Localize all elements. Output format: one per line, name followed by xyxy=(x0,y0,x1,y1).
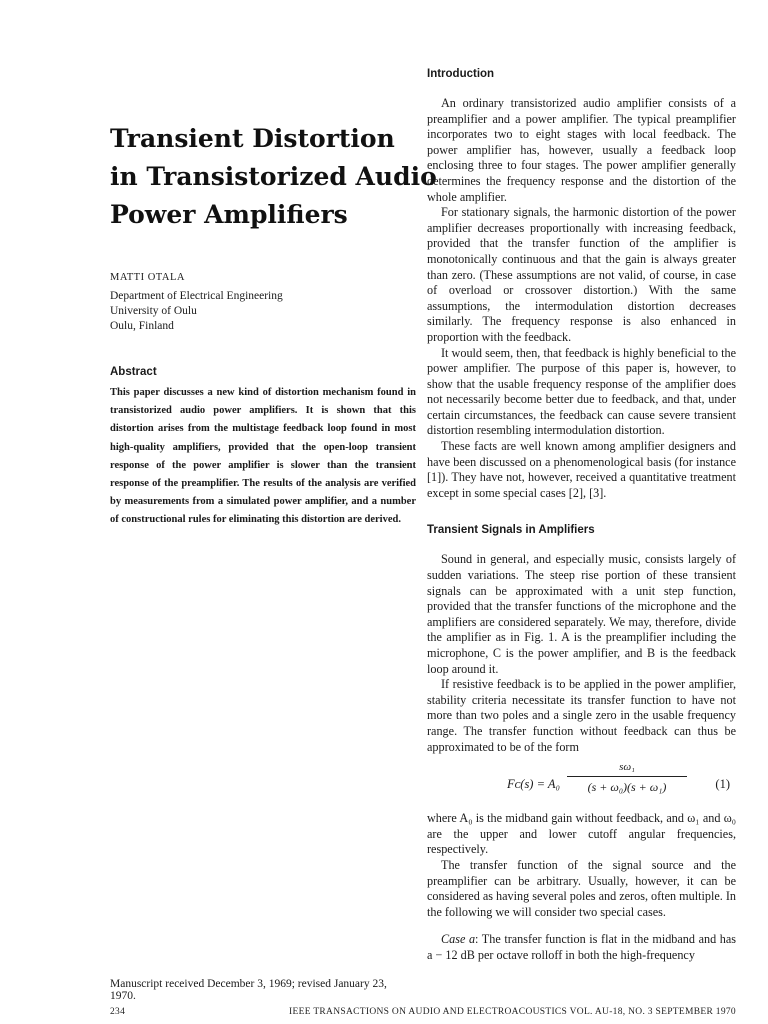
case-a-paragraph xyxy=(427,932,736,963)
abstract-heading: Abstract xyxy=(110,366,157,378)
author-name: MATTI OTALA xyxy=(110,272,185,283)
abstract-text: This paper discusses a new kind of distortion mechanism found in transistorized audio power amplifiers. It is shown that this distortion arises from the multistage feedback loop found in most high-quality amplifiers, provided that the open-loop transient response of the power amplifier is slower than the transient response of the preamplifier. The results of the analysis are verified by measurements from a simulated power amplifier, and a number of constructional rules for eliminating this distortion are derived. xyxy=(110,387,416,526)
case-a-label: Case a xyxy=(441,932,476,947)
title-line-3: Power Amplifiers xyxy=(110,200,348,229)
transient-paragraph-2: If resistive feedback is to be applied in the power amplifier, stability criteria necessitate its transfer function to have not more than two poles and a single zero in the usable frequency range. The transfer function without feedback can thus be approximated to be of the form xyxy=(427,677,736,754)
title-line-1: Transient Distortion xyxy=(110,124,395,153)
equation-1 xyxy=(427,761,736,807)
intro-paragraph-3: It would seem, then, that feedback is highly beneficial to the power amplifier. The purpose of this paper is, however, to show that the usable frequency response of the amplifier does not necessarily become better due to feedback, and that, under certain circumstances, the feedback can cause severe transient distortion resembling intermodulation distortion. xyxy=(427,345,736,438)
author-block xyxy=(110,270,420,334)
intro-paragraph-4: These facts are well known among amplifier designers and have been discussed on a phenomenological basis (for instance [1]). They have not, however, received a quantitative treatment except in some special cases [2], [3]. xyxy=(427,439,736,500)
right-column xyxy=(427,68,736,964)
equation-number: (1) xyxy=(715,777,730,792)
author-location: Oulu, Finland xyxy=(110,320,174,332)
intro-paragraph-1: An ordinary transistorized audio amplifier consists of a preamplifier and a power amplifier. The typical preamplifier incorporates two to eight stages with local feedback. The power amplifier has, however, usually a feedback loop enclosing three to four stages. The power amplifier generally determines the frequency response and the distortion of the whole amplifier. xyxy=(427,96,736,204)
left-column xyxy=(110,120,437,334)
case-a-text: : The transfer function is flat in the midband and has a − 12 dB per octave rolloff in both the high-frequency xyxy=(427,932,736,962)
paper-title xyxy=(110,120,437,234)
journal-citation: IEEE TRANSACTIONS ON AUDIO AND ELECTROACOUSTICS VOL. AU-18, NO. 3 SEPTEMBER 1970 xyxy=(289,1007,736,1017)
equation-numerator: sω₁ xyxy=(619,761,635,774)
intro-paragraph-2: For stationary signals, the harmonic distortion of the power amplifier decreases proportionally with increasing feedback, provided that the transfer function of the amplifier is monotonically continuous and that the gain is always greater than zero. (These assumptions are not valid, of course, in case of overload or crossover distortion.) With the same assumptions, the intermodulation distortion decreases similarly. The frequency response is also enhanced in proportion with the feedback. xyxy=(427,205,736,344)
introduction-heading: Introduction xyxy=(427,68,495,80)
equation-fraction xyxy=(567,761,687,795)
page-number: 234 xyxy=(110,1007,126,1017)
transient-signals-heading: Transient Signals in Amplifiers xyxy=(427,524,595,537)
author-department: Department of Electrical Engineering xyxy=(110,290,283,302)
equation-denominator: (s + ω₀)(s + ω₁) xyxy=(587,780,667,795)
title-line-2: in Transistorized Audio xyxy=(110,162,437,191)
transient-paragraph-3: where A₀ is the midband gain without feedback, and ω₁ and ω₀ are the upper and lower cutoff angular frequencies, respectively. xyxy=(427,811,736,857)
fraction-bar xyxy=(567,776,687,777)
manuscript-footnote: Manuscript received December 3, 1969; revised January 23, 1970. xyxy=(110,978,387,1002)
equation-lhs: Fᴄ(s) = A₀ xyxy=(507,777,560,792)
transient-paragraph-1: Sound in general, and especially music, consists largely of sudden variations. The steep rise portion of these transient signals can be approximated with a unit step function, provided that the transfer functions of the microphone and the amplifiers are considered separately. We may, therefore, divide the amplifier as in Fig. 1. A is the preamplifier including the microphone, C is the power amplifier, and B is the feedback loop around it. xyxy=(427,552,736,676)
transient-paragraph-4: The transfer function of the signal source and the preamplifier can be arbitrary. Usually, however, it can be considered as having several poles and zeros, often multiple. In the following we will consider two special cases. xyxy=(427,857,736,919)
author-university: University of Oulu xyxy=(110,305,197,317)
